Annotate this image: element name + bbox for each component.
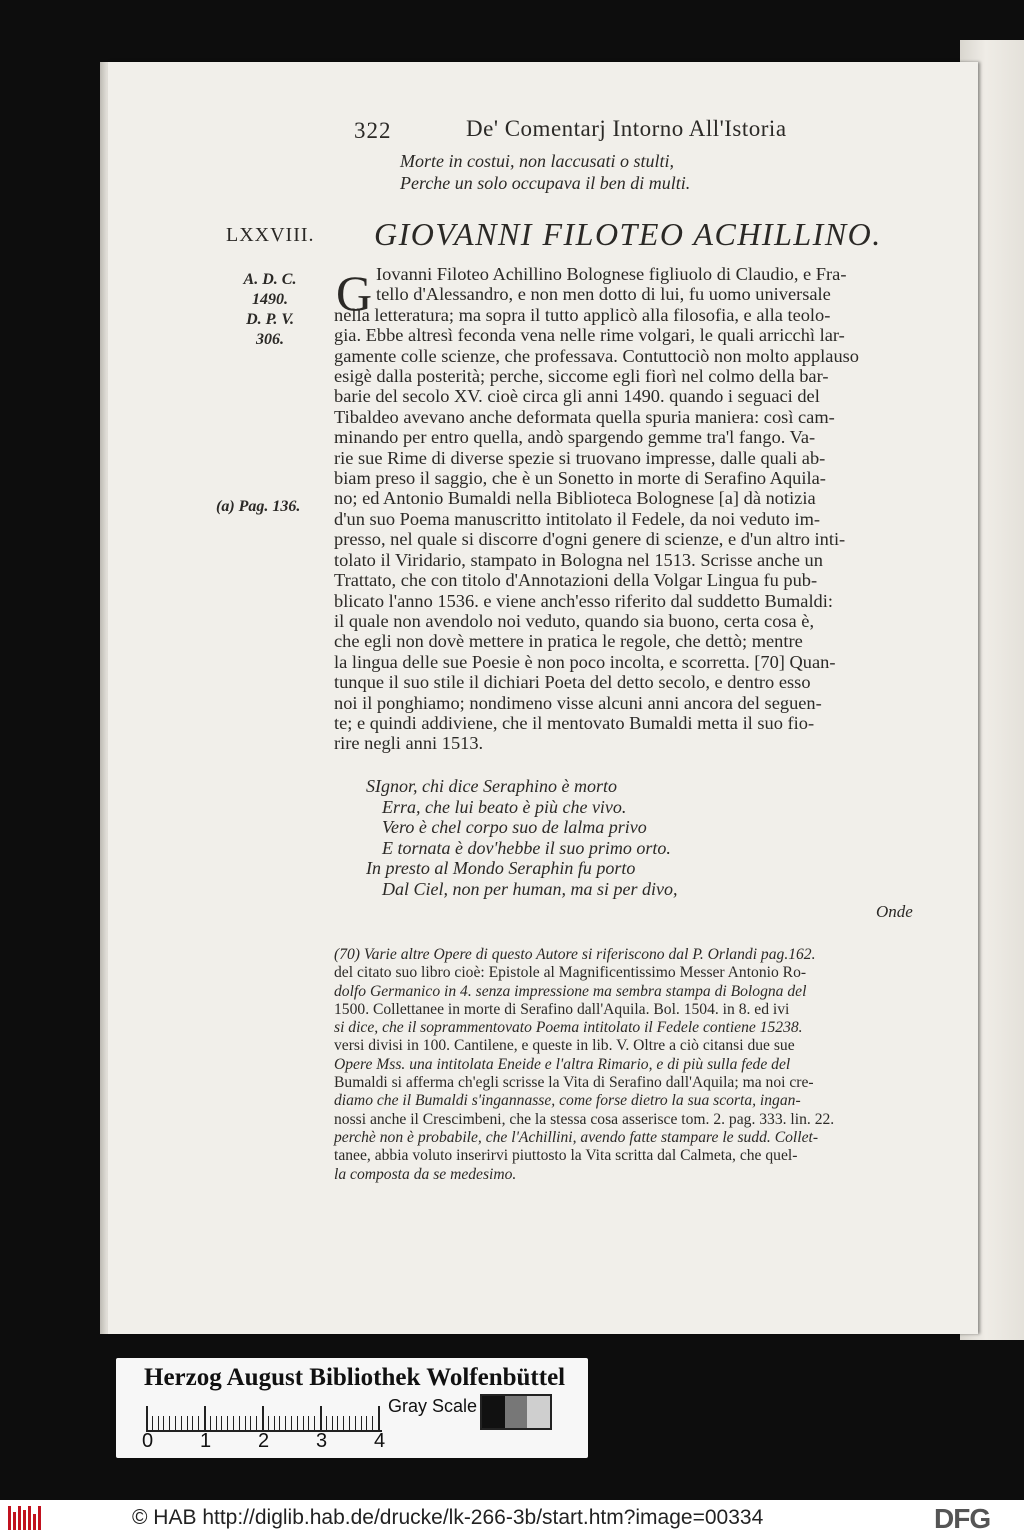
ruler-tick xyxy=(210,1416,211,1430)
body-line: la lingua delle sue Poesie è non poco incolta, e scorretta. [70] Quan- xyxy=(334,651,836,672)
book-page xyxy=(108,62,978,1334)
scale-ruler xyxy=(146,1402,382,1432)
footer-bar xyxy=(0,1500,1024,1538)
ruler-tick xyxy=(256,1416,257,1430)
library-name: Herzog August Bibliothek Wolfenbüttel xyxy=(144,1364,566,1391)
top-verse-line: Perche un solo occupava il ben di multi. xyxy=(400,173,691,193)
ruler-tick xyxy=(343,1416,344,1430)
hab-logo-bar xyxy=(28,1506,31,1530)
footnote-line: Bumaldi si afferma ch'egli scrisse la Vita di Serafino dall'Aquila; ma noi cre- xyxy=(334,1074,814,1092)
footnote-line: del citato suo libro cioè: Epistole al Magnificentissimo Messer Antonio Ro- xyxy=(334,964,807,982)
margin-date-line: D. P. V. xyxy=(246,311,294,328)
footnote-line: 1500. Collettanee in morte di Serafino dall'Aquila. Bol. 1504. in 8. ed ivi xyxy=(334,1000,790,1018)
body-line: nella letteratura; ma sopra il tutto applicò alla filosofia, e alla teolo- xyxy=(334,304,831,325)
ruler-tick xyxy=(308,1416,309,1430)
body-line: Tibaldeo avevano anche deformata quella spuria maniera: così cam- xyxy=(334,406,835,427)
ruler-tick xyxy=(326,1416,327,1430)
page-binding-edge xyxy=(100,62,108,1334)
body-line: rie sue Rime di diverse spezie si truovano impresse, dalle quali ab- xyxy=(334,447,826,468)
ruler-tick xyxy=(204,1406,206,1430)
ruler-tick xyxy=(279,1416,280,1430)
drop-cap: G xyxy=(336,265,373,321)
top-verse-line: Morte in costui, non laccusati o stulti, xyxy=(400,151,674,171)
footnote-line: la composta da se medesimo. xyxy=(334,1165,517,1183)
ruler-tick xyxy=(268,1416,269,1430)
sonnet-line: E tornata è dov'hebbe il suo primo orto. xyxy=(382,837,671,858)
scale-number: 0 xyxy=(142,1430,154,1452)
footnote-line: versi divisi in 100. Cantilene, e queste in lib. V. Oltre a ciò citansi due sue xyxy=(334,1037,795,1055)
hab-logo-bar xyxy=(18,1506,21,1530)
chapter-title: GIOVANNI FILOTEO ACHILLINO. xyxy=(374,216,882,252)
footnote-line: Opere Mss. una intitolata Eneide e l'altra Rimario, e di più sulla fede del xyxy=(334,1055,791,1073)
body-line: tunque il suo stile il dichiari Poeta del detto secolo, e dentro esso xyxy=(334,672,811,693)
body-text xyxy=(334,264,944,754)
hab-logo-bar xyxy=(8,1506,11,1530)
body-line: che egli non dovè mettere in pratica le regole, che dettò; mentre xyxy=(334,631,803,652)
ruler-tick xyxy=(349,1416,350,1430)
ruler-tick xyxy=(221,1416,222,1430)
hab-logo-bar xyxy=(33,1514,36,1530)
ruler-tick xyxy=(198,1416,199,1430)
ruler-tick xyxy=(158,1416,159,1430)
scale-number: 3 xyxy=(316,1430,328,1452)
footnote-line: si dice, che il soprammentovato Poema intitolato il Fedele contiene 15238. xyxy=(334,1019,803,1037)
ruler-tick xyxy=(314,1416,315,1430)
ruler-tick xyxy=(239,1416,240,1430)
margin-date-line: 1490. xyxy=(252,291,288,308)
body-line: tolato il Viridario, stampato in Bologna nel 1513. Scrisse anche un xyxy=(334,549,823,570)
ruler-tick xyxy=(372,1416,373,1430)
hab-logo-bar xyxy=(23,1510,26,1530)
gray-swatch-cell xyxy=(482,1396,505,1428)
scale-number: 2 xyxy=(258,1430,270,1452)
chapter-number: LXXVIII. xyxy=(226,224,315,246)
footnote-line: diamo che il Bumaldi s'ingannasse, come forse dietro la sua scorta, ingan- xyxy=(334,1092,801,1110)
ruler-tick xyxy=(146,1406,148,1430)
body-line: barie del secolo XV. cioè circa gli anni 1490. quando i seguaci del xyxy=(334,386,820,407)
footnote-line: (70) Varie altre Opere di questo Autore si riferiscono dal P. Orlandi pag.162. xyxy=(334,946,816,963)
scale-number: 4 xyxy=(374,1430,386,1452)
body-line: tello d'Alessandro, e non men dotto di lui, fu uomo universale xyxy=(376,284,831,305)
sonnet-line: Vero è chel corpo suo de lalma privo xyxy=(382,817,647,838)
ruler-tick xyxy=(303,1416,304,1430)
body-line: gia. Ebbe altresì feconda vena nelle rime volgari, le quali arricchì lar- xyxy=(334,325,845,346)
ruler-tick xyxy=(227,1416,228,1430)
scale-number: 1 xyxy=(200,1430,212,1452)
ruler-tick xyxy=(285,1416,286,1430)
footnote-line: perchè non è probabile, che l'Achillini, avendo fatte stampare le sudd. Collet- xyxy=(334,1128,819,1146)
page-number: 322 xyxy=(354,118,392,143)
hab-logo-bar xyxy=(13,1512,16,1530)
body-line: rire negli anni 1513. xyxy=(334,733,484,754)
ruler-tick xyxy=(181,1416,182,1430)
footnote xyxy=(334,946,950,1184)
margin-dates xyxy=(220,270,320,350)
ruler-tick xyxy=(366,1416,367,1430)
ruler-tick xyxy=(262,1406,264,1430)
gray-scale-swatch xyxy=(480,1394,552,1430)
body-line: minando per entro quella, andò spargendo gemme tra'l fango. Va- xyxy=(334,427,816,448)
footnote-line: dolfo Germanico in 4. senza impressione ma sembra stampa di Bologna del xyxy=(334,982,807,1000)
ruler-tick xyxy=(175,1416,176,1430)
sonnet xyxy=(366,776,677,900)
body-line: presso, nel quale si discorre d'ogni genere di scienze, e d'un altro inti- xyxy=(334,529,846,550)
ruler-tick xyxy=(192,1416,193,1430)
ruler-tick xyxy=(233,1416,234,1430)
margin-date-line: A. D. C. xyxy=(243,271,297,288)
sonnet-line: Dal Ciel, non per human, ma si per divo, xyxy=(382,878,678,899)
body-line: Iovanni Filoteo Achillino Bolognese figliuolo di Claudio, e Fra- xyxy=(376,264,847,284)
body-line: noi il ponghiamo; nondimeno visse alcuni anni ancora del seguen- xyxy=(334,692,822,713)
ruler-tick xyxy=(361,1416,362,1430)
footnote-line: nossi anche il Crescimbeni, che la stessa cosa asserisce tom. 2. pag. 333. lin. 22. xyxy=(334,1110,835,1128)
body-line: te; e quindi addiviene, che il mentovato Bumaldi metta il suo fio- xyxy=(334,712,815,733)
margin-date-line: 306. xyxy=(256,331,284,348)
ruler-tick xyxy=(216,1416,217,1430)
sonnet-line: SIgnor, chi dice Seraphino è morto xyxy=(366,776,617,796)
body-line: il quale non avendolo noi veduto, quando sia buono, certa cosa è, xyxy=(334,610,815,631)
ruler-tick xyxy=(291,1416,292,1430)
margin-reference: (a) Pag. 136. xyxy=(216,498,301,515)
sonnet-line: Erra, che lui beato è più che vivo. xyxy=(382,796,627,817)
copyright-url[interactable]: © HAB http://diglib.hab.de/drucke/lk-266-3b/start.htm?image=00334 xyxy=(132,1506,764,1529)
running-title: De' Comentarj Intorno All'Istoria xyxy=(466,116,787,141)
gray-swatch-cell xyxy=(527,1396,550,1428)
body-line: no; ed Antonio Bumaldi nella Biblioteca Bolognese [a] dà notizia xyxy=(334,488,816,509)
footnote-line: tanee, abbia voluto inserirvi piuttosto la Vita scritta dal Calmeta, che quel- xyxy=(334,1147,798,1165)
ruler-tick xyxy=(187,1416,188,1430)
ruler-tick xyxy=(163,1416,164,1430)
ruler-tick xyxy=(250,1416,251,1430)
hab-logo-icon xyxy=(8,1506,46,1530)
ruler-tick xyxy=(355,1416,356,1430)
body-line: esigè dalla posterità; perche, siccome egli fiorì nel colmo della bar- xyxy=(334,366,829,387)
ruler-tick xyxy=(274,1416,275,1430)
gray-swatch-cell xyxy=(505,1396,528,1428)
hab-logo-bar xyxy=(38,1506,41,1530)
catchword: Onde xyxy=(876,902,913,921)
body-line: d'un suo Poema manuscritto intitolato il Fedele, da noi veduto im- xyxy=(334,508,820,529)
ruler-tick xyxy=(169,1416,170,1430)
sonnet-line: In presto al Mondo Seraphin fu porto xyxy=(366,858,636,879)
ruler-tick xyxy=(378,1406,380,1430)
gray-scale-label: Gray Scale xyxy=(388,1396,478,1416)
color-calibration-bar xyxy=(116,1358,588,1458)
body-line: blicato l'anno 1536. e viene anch'esso riferito dal suddetto Bumaldi: xyxy=(334,590,833,611)
ruler-tick xyxy=(337,1416,338,1430)
ruler-tick xyxy=(297,1416,298,1430)
ruler-tick xyxy=(245,1416,246,1430)
body-line: Trattato, che con titolo d'Annotazioni della Volgar Lingua fu pub- xyxy=(334,570,818,591)
body-line: biam preso il saggio, che è un Sonetto in morte di Serafino Aquila- xyxy=(334,468,826,489)
top-verse xyxy=(400,150,690,194)
ruler-tick xyxy=(320,1406,322,1430)
ruler-tick xyxy=(332,1416,333,1430)
body-line: gamente colle scienze, che professava. Contuttociò non molto applauso xyxy=(334,345,859,366)
ruler-tick xyxy=(152,1416,153,1430)
dfg-logo-icon: DFG xyxy=(934,1503,991,1534)
